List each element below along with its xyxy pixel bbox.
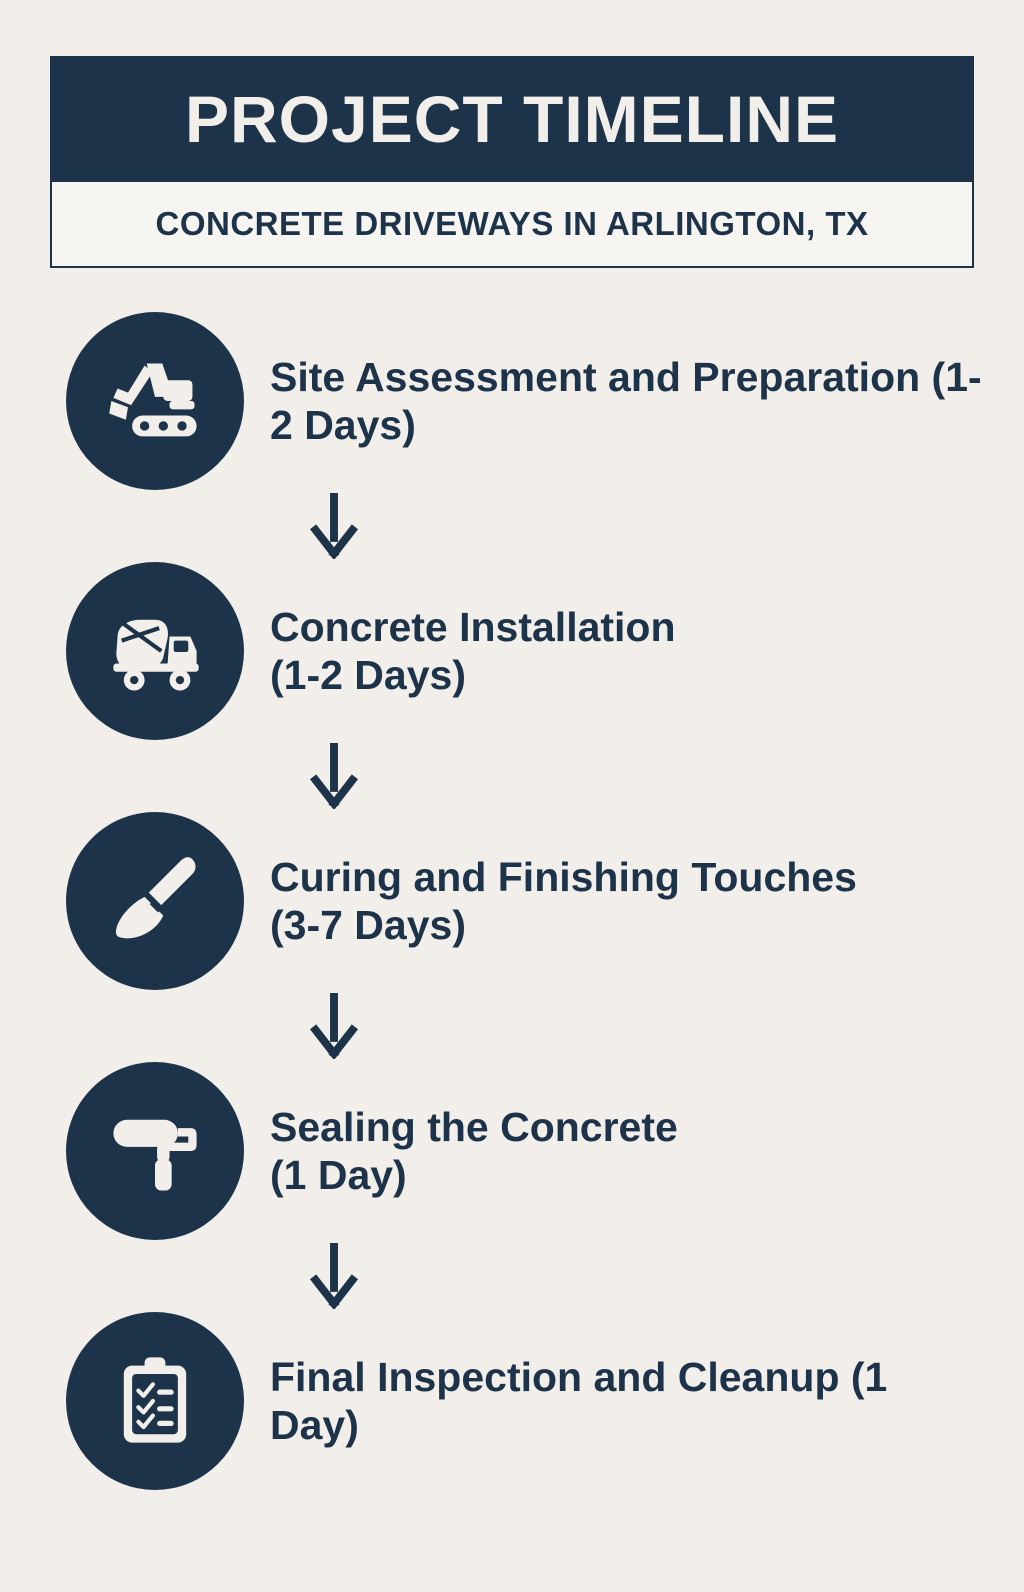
timeline-step: [66, 812, 984, 990]
timeline-step: [66, 1062, 984, 1240]
timeline-step-label: Final Inspection and Cleanup: [270, 1353, 851, 1400]
flow-arrow: [66, 740, 984, 812]
flow-arrow: [66, 990, 984, 1062]
timeline-step-label: Site Assessment and Preparation: [270, 353, 932, 400]
timeline-steps: [0, 312, 1024, 1490]
flow-arrow: [66, 490, 984, 562]
timeline-step-duration: (1-2 Days): [270, 652, 466, 698]
timeline-step: [66, 1312, 984, 1490]
timeline-step-text: [270, 853, 857, 950]
clipboard-checklist-icon: [66, 1312, 244, 1490]
header: [50, 56, 974, 268]
timeline-step-text: [270, 353, 984, 450]
timeline-step: [66, 312, 984, 490]
timeline-step: [66, 562, 984, 740]
subtitle-bar: [50, 182, 974, 268]
project-timeline-infographic: [0, 56, 1024, 1592]
title-bar: [50, 56, 974, 182]
flow-arrow: [66, 1240, 984, 1312]
timeline-step-label: Sealing the Concrete: [270, 1103, 678, 1150]
timeline-step-label: Concrete Installation: [270, 603, 676, 650]
cement-mixer-truck-icon: [66, 562, 244, 740]
timeline-step-duration: (1-2 Days): [270, 353, 982, 448]
timeline-step-text: [270, 1103, 678, 1200]
page-subtitle: CONCRETE DRIVEWAYS IN ARLINGTON, TX: [155, 205, 869, 242]
page-title: PROJECT TIMELINE: [184, 82, 840, 156]
timeline-step-label: Curing and Finishing Touches: [270, 853, 857, 900]
excavator-icon: [66, 312, 244, 490]
paint-roller-icon: [66, 1062, 244, 1240]
timeline-step-duration: (1 Day): [270, 1152, 407, 1198]
timeline-step-text: [270, 603, 676, 700]
timeline-step-text: [270, 1353, 984, 1450]
trowel-icon: [66, 812, 244, 990]
timeline-step-duration: (3-7 Days): [270, 902, 466, 948]
timeline-step-duration: (1 Day): [270, 1353, 888, 1448]
